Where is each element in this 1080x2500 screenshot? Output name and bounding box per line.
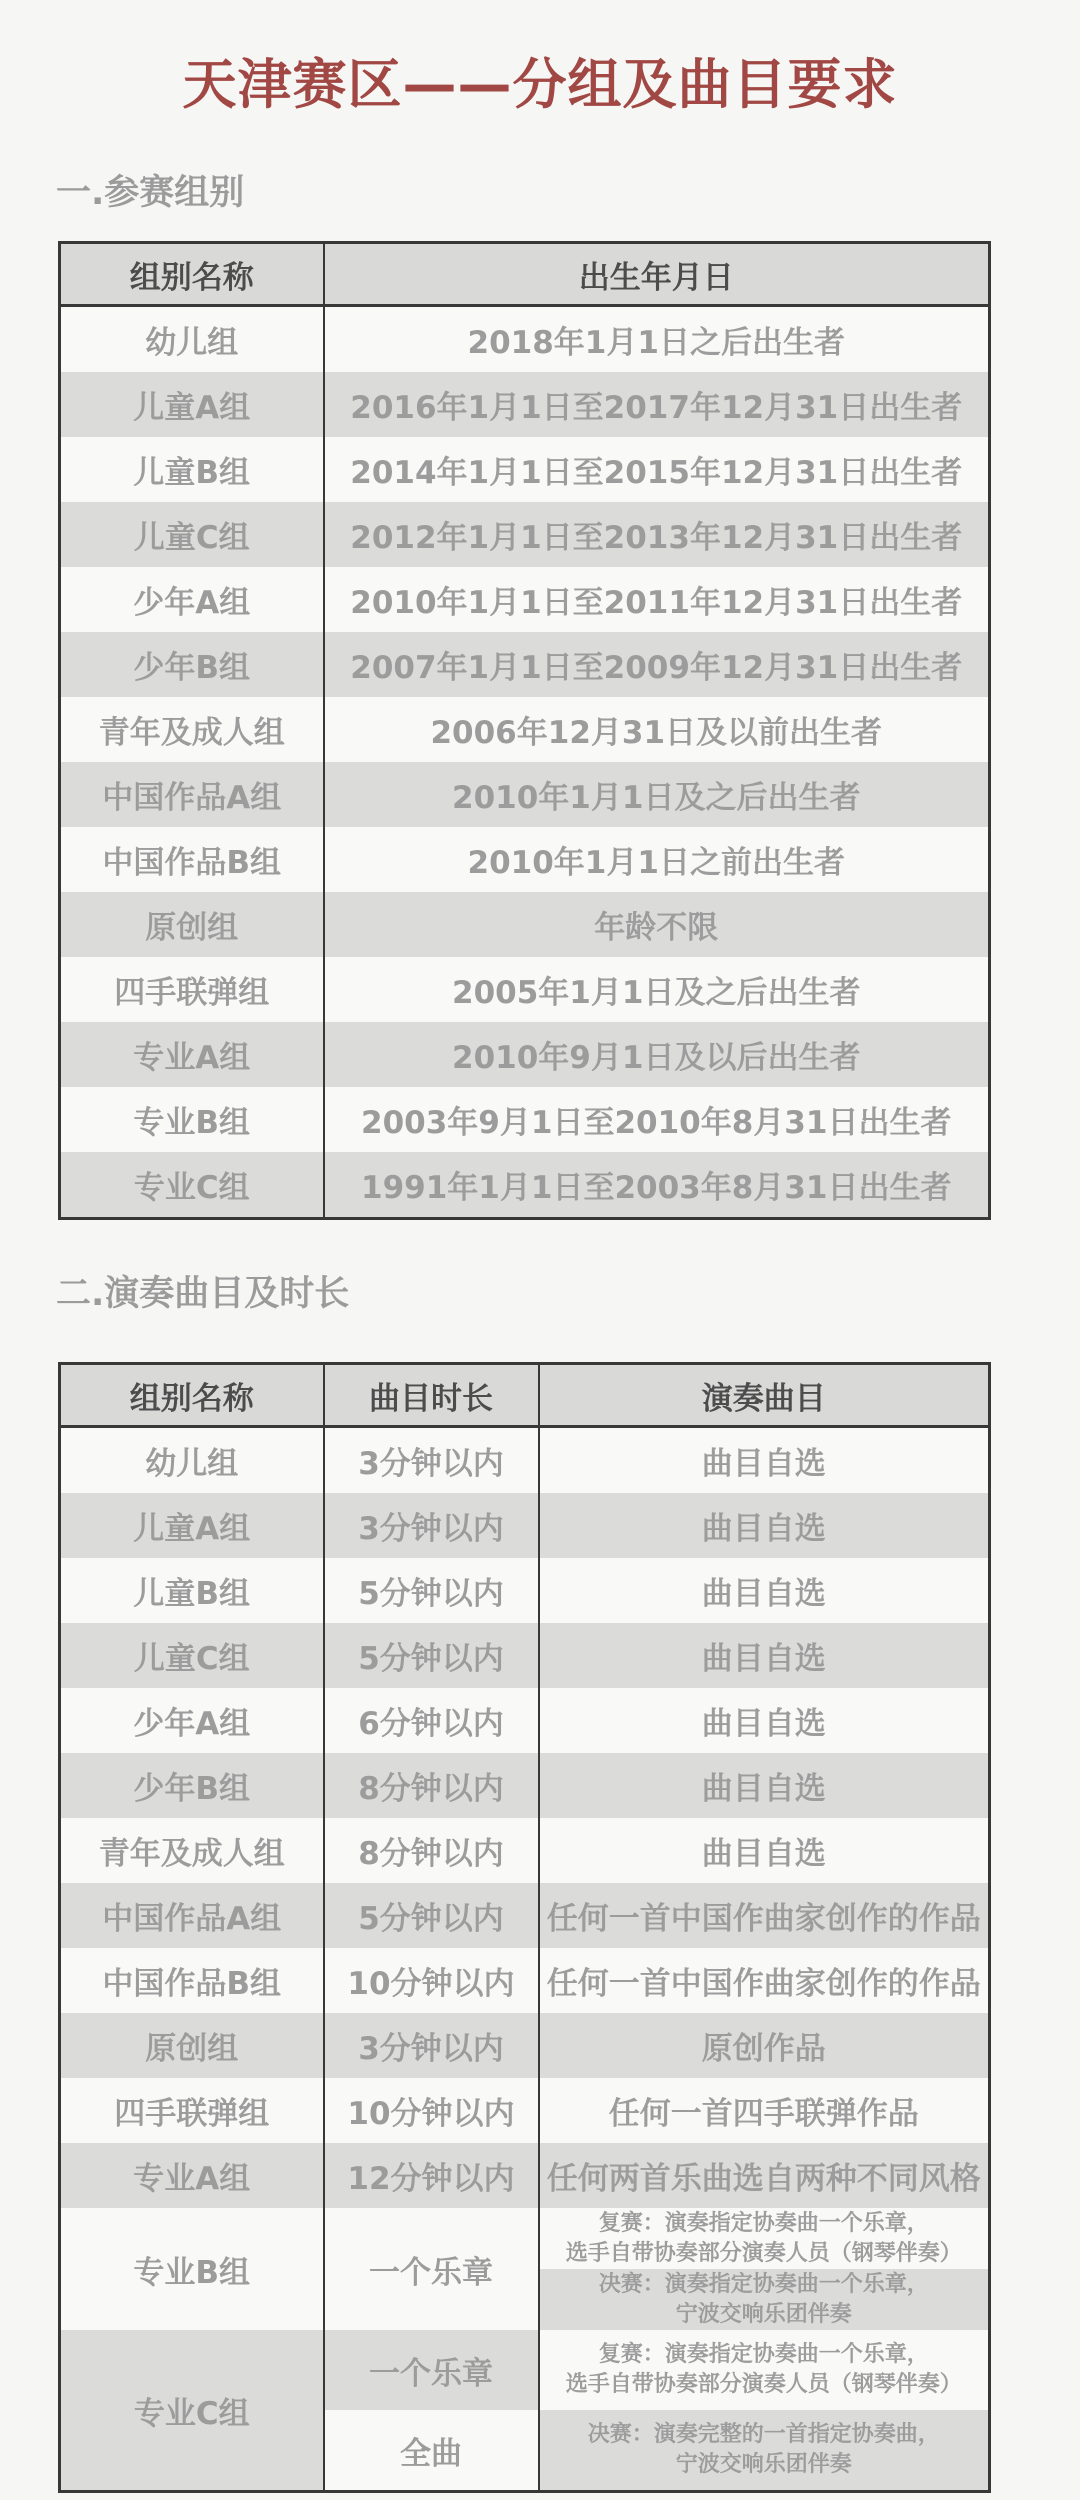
group-name-cell: 少年B组 xyxy=(60,1753,324,1818)
table-row xyxy=(60,1427,990,1494)
repertoire-table xyxy=(58,1362,991,2493)
page-title: 天津赛区——分组及曲目要求 xyxy=(182,53,898,116)
group-name-cell: 儿童C组 xyxy=(60,1623,324,1688)
group-name-cell: 少年A组 xyxy=(60,1688,324,1753)
repertoire-cell: 曲目自选 xyxy=(539,1623,990,1688)
col-header-repertoire: 演奏曲目 xyxy=(539,1364,990,1427)
group-name-cell: 儿童B组 xyxy=(60,1558,324,1623)
group-name-cell: 专业B组 xyxy=(60,1087,324,1152)
table-row xyxy=(60,1493,990,1558)
birth-date-cell: 2007年1月1日至2009年12月31日出生者 xyxy=(324,632,990,697)
duration-final-cell: 全曲 xyxy=(324,2410,539,2492)
group-name-cell: 专业A组 xyxy=(60,1022,324,1087)
repertoire-cell: 曲目自选 xyxy=(539,1818,990,1883)
group-name-cell: 中国作品A组 xyxy=(60,762,324,827)
final-rule-line1: 决赛：演奏完整的一首指定协奏曲， xyxy=(587,2422,940,2447)
col-header-duration: 曲目时长 xyxy=(324,1364,539,1427)
birth-date-cell: 2018年1月1日之后出生者 xyxy=(324,306,990,373)
table-row xyxy=(60,567,990,632)
group-name-cell: 青年及成人组 xyxy=(60,1818,324,1883)
semifinal-rule-line1: 复赛：演奏指定协奏曲一个乐章， xyxy=(598,2342,929,2367)
group-name-cell: 中国作品B组 xyxy=(60,1948,324,2013)
birth-date-cell: 2006年12月31日及以前出生者 xyxy=(324,697,990,762)
group-name-cell: 原创组 xyxy=(60,892,324,957)
semifinal-rule-line2: 选手自带协奏部分演奏人员（钢琴伴奏） xyxy=(565,2372,962,2397)
section-two-heading: 二.演奏曲目及时长 xyxy=(56,1274,350,1314)
duration-cell: 5分钟以内 xyxy=(324,1558,539,1623)
table-row xyxy=(60,437,990,502)
birth-date-cell: 2005年1月1日及之后出生者 xyxy=(324,957,990,1022)
group-name-cell: 中国作品A组 xyxy=(60,1883,324,1948)
birth-date-cell: 2012年1月1日至2013年12月31日出生者 xyxy=(324,502,990,567)
table-row xyxy=(60,1753,990,1818)
table-row xyxy=(60,2143,990,2208)
table-row xyxy=(60,1688,990,1753)
duration-cell: 8分钟以内 xyxy=(324,1818,539,1883)
repertoire-cell: 曲目自选 xyxy=(539,1427,990,1494)
group-name-cell: 幼儿组 xyxy=(60,306,324,373)
group-name-cell: 中国作品B组 xyxy=(60,827,324,892)
repertoire-cell: 曲目自选 xyxy=(539,1558,990,1623)
duration-cell: 3分钟以内 xyxy=(324,2013,539,2078)
repertoire-cell: 任何两首乐曲选自两种不同风格 xyxy=(539,2143,990,2208)
duration-cell: 10分钟以内 xyxy=(324,1948,539,2013)
duration-cell: 5分钟以内 xyxy=(324,1883,539,1948)
repertoire-cell: 原创作品 xyxy=(539,2013,990,2078)
table-header-row xyxy=(60,243,990,306)
table-row xyxy=(60,372,990,437)
repertoire-final-cell xyxy=(539,2269,990,2330)
repertoire-cell: 任何一首中国作曲家创作的作品 xyxy=(539,1948,990,2013)
repertoire-cell: 曲目自选 xyxy=(539,1753,990,1818)
duration-cell: 6分钟以内 xyxy=(324,1688,539,1753)
repertoire-cell: 曲目自选 xyxy=(539,1493,990,1558)
table-row xyxy=(60,632,990,697)
group-name-cell: 少年B组 xyxy=(60,632,324,697)
birth-date-cell: 2010年1月1日之前出生者 xyxy=(324,827,990,892)
group-name-cell: 专业C组 xyxy=(60,2330,324,2492)
groups-table xyxy=(58,241,991,1220)
repertoire-semifinal-cell xyxy=(539,2330,990,2410)
group-name-cell: 四手联弹组 xyxy=(60,957,324,1022)
birth-date-cell: 2014年1月1日至2015年12月31日出生者 xyxy=(324,437,990,502)
repertoire-final-cell xyxy=(539,2410,990,2492)
group-name-cell: 儿童A组 xyxy=(60,372,324,437)
table-row xyxy=(60,957,990,1022)
birth-date-cell: 2010年1月1日至2011年12月31日出生者 xyxy=(324,567,990,632)
final-rule-line2: 宁波交响乐团伴奏 xyxy=(675,2301,852,2327)
group-name-cell: 四手联弹组 xyxy=(60,2078,324,2143)
col-header-group-name: 组别名称 xyxy=(60,243,324,306)
semifinal-rule-line1: 复赛：演奏指定协奏曲一个乐章， xyxy=(598,2210,929,2236)
repertoire-cell: 任何一首四手联弹作品 xyxy=(539,2078,990,2143)
group-name-cell: 儿童A组 xyxy=(60,1493,324,1558)
table-row-pro-b-semi xyxy=(60,2208,990,2269)
table-row xyxy=(60,1087,990,1152)
table-header-row xyxy=(60,1364,990,1427)
duration-cell: 12分钟以内 xyxy=(324,2143,539,2208)
final-rule-line1: 决赛：演奏指定协奏曲一个乐章， xyxy=(598,2271,929,2297)
group-name-cell: 儿童B组 xyxy=(60,437,324,502)
table-row xyxy=(60,306,990,373)
table-row xyxy=(60,827,990,892)
group-name-cell: 专业B组 xyxy=(60,2208,324,2330)
semifinal-rule-line2: 选手自带协奏部分演奏人员（钢琴伴奏） xyxy=(565,2240,962,2266)
table-row xyxy=(60,1883,990,1948)
repertoire-cell: 任何一首中国作曲家创作的作品 xyxy=(539,1883,990,1948)
birth-date-cell: 2003年9月1日至2010年8月31日出生者 xyxy=(324,1087,990,1152)
col-header-birth-date: 出生年月日 xyxy=(324,243,990,306)
duration-cell: 5分钟以内 xyxy=(324,1623,539,1688)
duration-cell: 10分钟以内 xyxy=(324,2078,539,2143)
repertoire-cell: 曲目自选 xyxy=(539,1688,990,1753)
birth-date-cell: 2010年1月1日及之后出生者 xyxy=(324,762,990,827)
final-rule-line2: 宁波交响乐团伴奏 xyxy=(675,2452,852,2477)
table-row xyxy=(60,2078,990,2143)
table-row xyxy=(60,1022,990,1087)
duration-cell: 8分钟以内 xyxy=(324,1753,539,1818)
table-row-pro-c-semi xyxy=(60,2330,990,2410)
table-row xyxy=(60,1152,990,1219)
table-row xyxy=(60,697,990,762)
duration-cell: 3分钟以内 xyxy=(324,1427,539,1494)
table-row xyxy=(60,892,990,957)
table-row xyxy=(60,1623,990,1688)
group-name-cell: 儿童C组 xyxy=(60,502,324,567)
col-header-group-name: 组别名称 xyxy=(60,1364,324,1427)
group-name-cell: 专业A组 xyxy=(60,2143,324,2208)
table-row xyxy=(60,1818,990,1883)
group-name-cell: 原创组 xyxy=(60,2013,324,2078)
group-name-cell: 幼儿组 xyxy=(60,1427,324,1494)
duration-cell: 3分钟以内 xyxy=(324,1493,539,1558)
duration-cell: 一个乐章 xyxy=(324,2208,539,2330)
table-row xyxy=(60,502,990,567)
group-name-cell: 专业C组 xyxy=(60,1152,324,1219)
table-row xyxy=(60,2013,990,2078)
birth-date-cell: 1991年1月1日至2003年8月31日出生者 xyxy=(324,1152,990,1219)
duration-semifinal-cell: 一个乐章 xyxy=(324,2330,539,2410)
table-row xyxy=(60,762,990,827)
section-one-heading: 一.参赛组别 xyxy=(56,173,245,213)
group-name-cell: 少年A组 xyxy=(60,567,324,632)
table-row xyxy=(60,1948,990,2013)
repertoire-semifinal-cell xyxy=(539,2208,990,2269)
group-name-cell: 青年及成人组 xyxy=(60,697,324,762)
birth-date-cell: 2016年1月1日至2017年12月31日出生者 xyxy=(324,372,990,437)
table-row xyxy=(60,1558,990,1623)
birth-date-cell: 年龄不限 xyxy=(324,892,990,957)
birth-date-cell: 2010年9月1日及以后出生者 xyxy=(324,1022,990,1087)
